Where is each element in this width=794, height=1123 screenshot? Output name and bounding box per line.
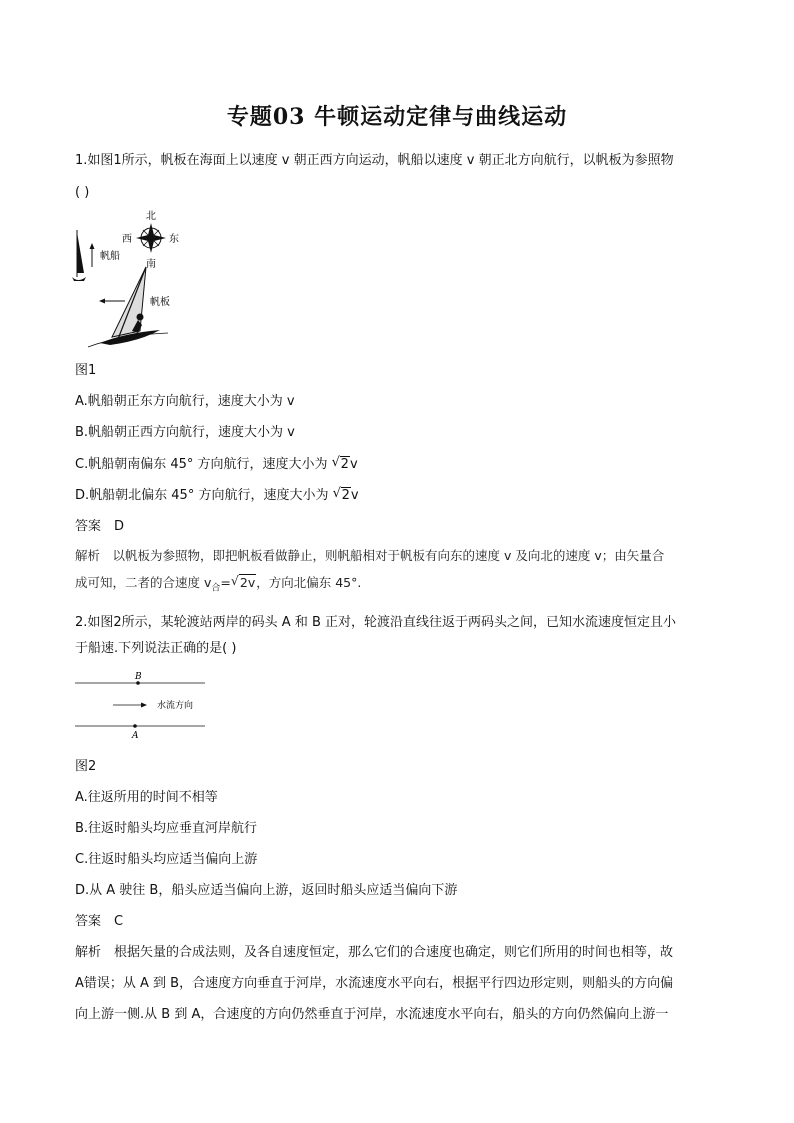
sqrt-symbol-icon xyxy=(231,569,256,596)
q1-figure xyxy=(70,205,220,350)
q1-option-d-unit: v xyxy=(350,488,359,503)
q1-expl-radicand: 2v xyxy=(239,575,256,590)
q1-expl-suffix: ，方向北偏东 45°. xyxy=(256,575,362,590)
q2-option-c: C.往返时船头均应适当偏向上游 xyxy=(75,852,258,867)
q2-option-a: A.往返所用的时间不相等 xyxy=(75,790,218,805)
boat-arrow-head xyxy=(90,243,95,249)
q1-option-b: B.帆船朝正西方向航行，速度大小为 v xyxy=(75,425,295,440)
q1-option-d-text: D.帆船朝北偏东 45° 方向航行，速度大小为 xyxy=(75,488,333,503)
q1-explanation-line1: 解析 以帆板为参照物，即把帆板看做静止，则帆船相对于帆板有向东的速度 v 及向北的速度 v；由矢量合 xyxy=(75,548,665,563)
q1-figure-caption: 图1 xyxy=(75,363,97,378)
compass-west: 西 xyxy=(122,234,132,245)
q1-option-d xyxy=(75,487,359,505)
compass-north: 北 xyxy=(146,211,156,222)
q1-explanation xyxy=(75,542,720,603)
compass-east: 东 xyxy=(169,234,179,245)
q2-answer: 答案 C xyxy=(75,914,124,929)
compass-rose-icon xyxy=(136,223,166,253)
page-title: 专题03 牛顿运动定律与曲线运动 xyxy=(226,104,568,130)
q1-option-c-text: C.帆船朝南偏东 45° 方向航行，速度大小为 xyxy=(75,457,332,472)
board-arrow-head xyxy=(99,299,105,304)
q2-option-d: D.从 A 驶往 B，船头应适当偏向上游，返回时船头应适当偏向下游 xyxy=(75,883,458,898)
q1-expl-prefix: 成可知，二者的合速度 v xyxy=(75,575,212,590)
flow-arrow-head xyxy=(141,703,147,708)
board-label: 帆板 xyxy=(150,297,170,308)
dock-a-label: A xyxy=(132,731,139,741)
q2-figure-caption: 图2 xyxy=(75,759,97,774)
q1-stem-line1: 1.如图1所示，帆板在海面上以速度 v 朝正西方向运动，帆船以速度 v 朝正北方向航行，以帆板为参照物 xyxy=(75,153,674,168)
flow-label: 水流方向 xyxy=(157,701,194,711)
q2-explanation-line3: 向上游一侧.从 B 到 A，合速度的方向仍然垂直于河岸，水流速度水平向右，船头的方向仍然偏向上游一 xyxy=(75,1007,669,1022)
dock-a-dot xyxy=(133,724,137,728)
q1-option-c-radicand: 2 xyxy=(340,457,349,472)
q2-stem-line1: 2.如图2所示，某轮渡站两岸的码头 A 和 B 正对，轮渡沿直线往返于两码头之间，已知水流速度恒定且小 xyxy=(75,615,677,630)
compass-south: 南 xyxy=(146,259,156,270)
q1-expl-eq: = xyxy=(220,575,231,590)
q1-answer: 答案 D xyxy=(75,519,125,534)
sailboat-icon xyxy=(72,230,86,281)
q2-figure xyxy=(75,668,210,743)
q1-explanation-line2 xyxy=(75,569,720,603)
dock-b-label: B xyxy=(135,672,142,682)
q1-expl-sub: 合 xyxy=(211,583,221,594)
q2-option-b: B.往返时船头均应垂直河岸航行 xyxy=(75,821,258,836)
q1-option-c-unit: v xyxy=(349,457,358,472)
q1-option-d-radicand: 2 xyxy=(341,488,350,503)
q1-stem-line2: ( ) xyxy=(75,185,90,200)
q2-stem-line2: 于船速.下列说法正确的是( ) xyxy=(75,641,237,656)
q1-option-a: A.帆船朝正东方向航行，速度大小为 v xyxy=(75,394,295,409)
sqrt-symbol-icon xyxy=(333,487,351,505)
boat-label: 帆船 xyxy=(100,251,120,262)
q2-explanation-line2: A错误；从 A 到 B，合速度方向垂直于河岸，水流速度水平向右，根据平行四边形定则，则船头的方向偏 xyxy=(75,976,674,991)
sqrt-symbol-icon xyxy=(332,456,350,474)
q2-explanation-line1: 解析 根据矢量的合成法则，及各自速度恒定，那么它们的合速度也确定，则它们所用的时间也相等，故 xyxy=(75,945,674,960)
q1-option-c xyxy=(75,456,358,474)
